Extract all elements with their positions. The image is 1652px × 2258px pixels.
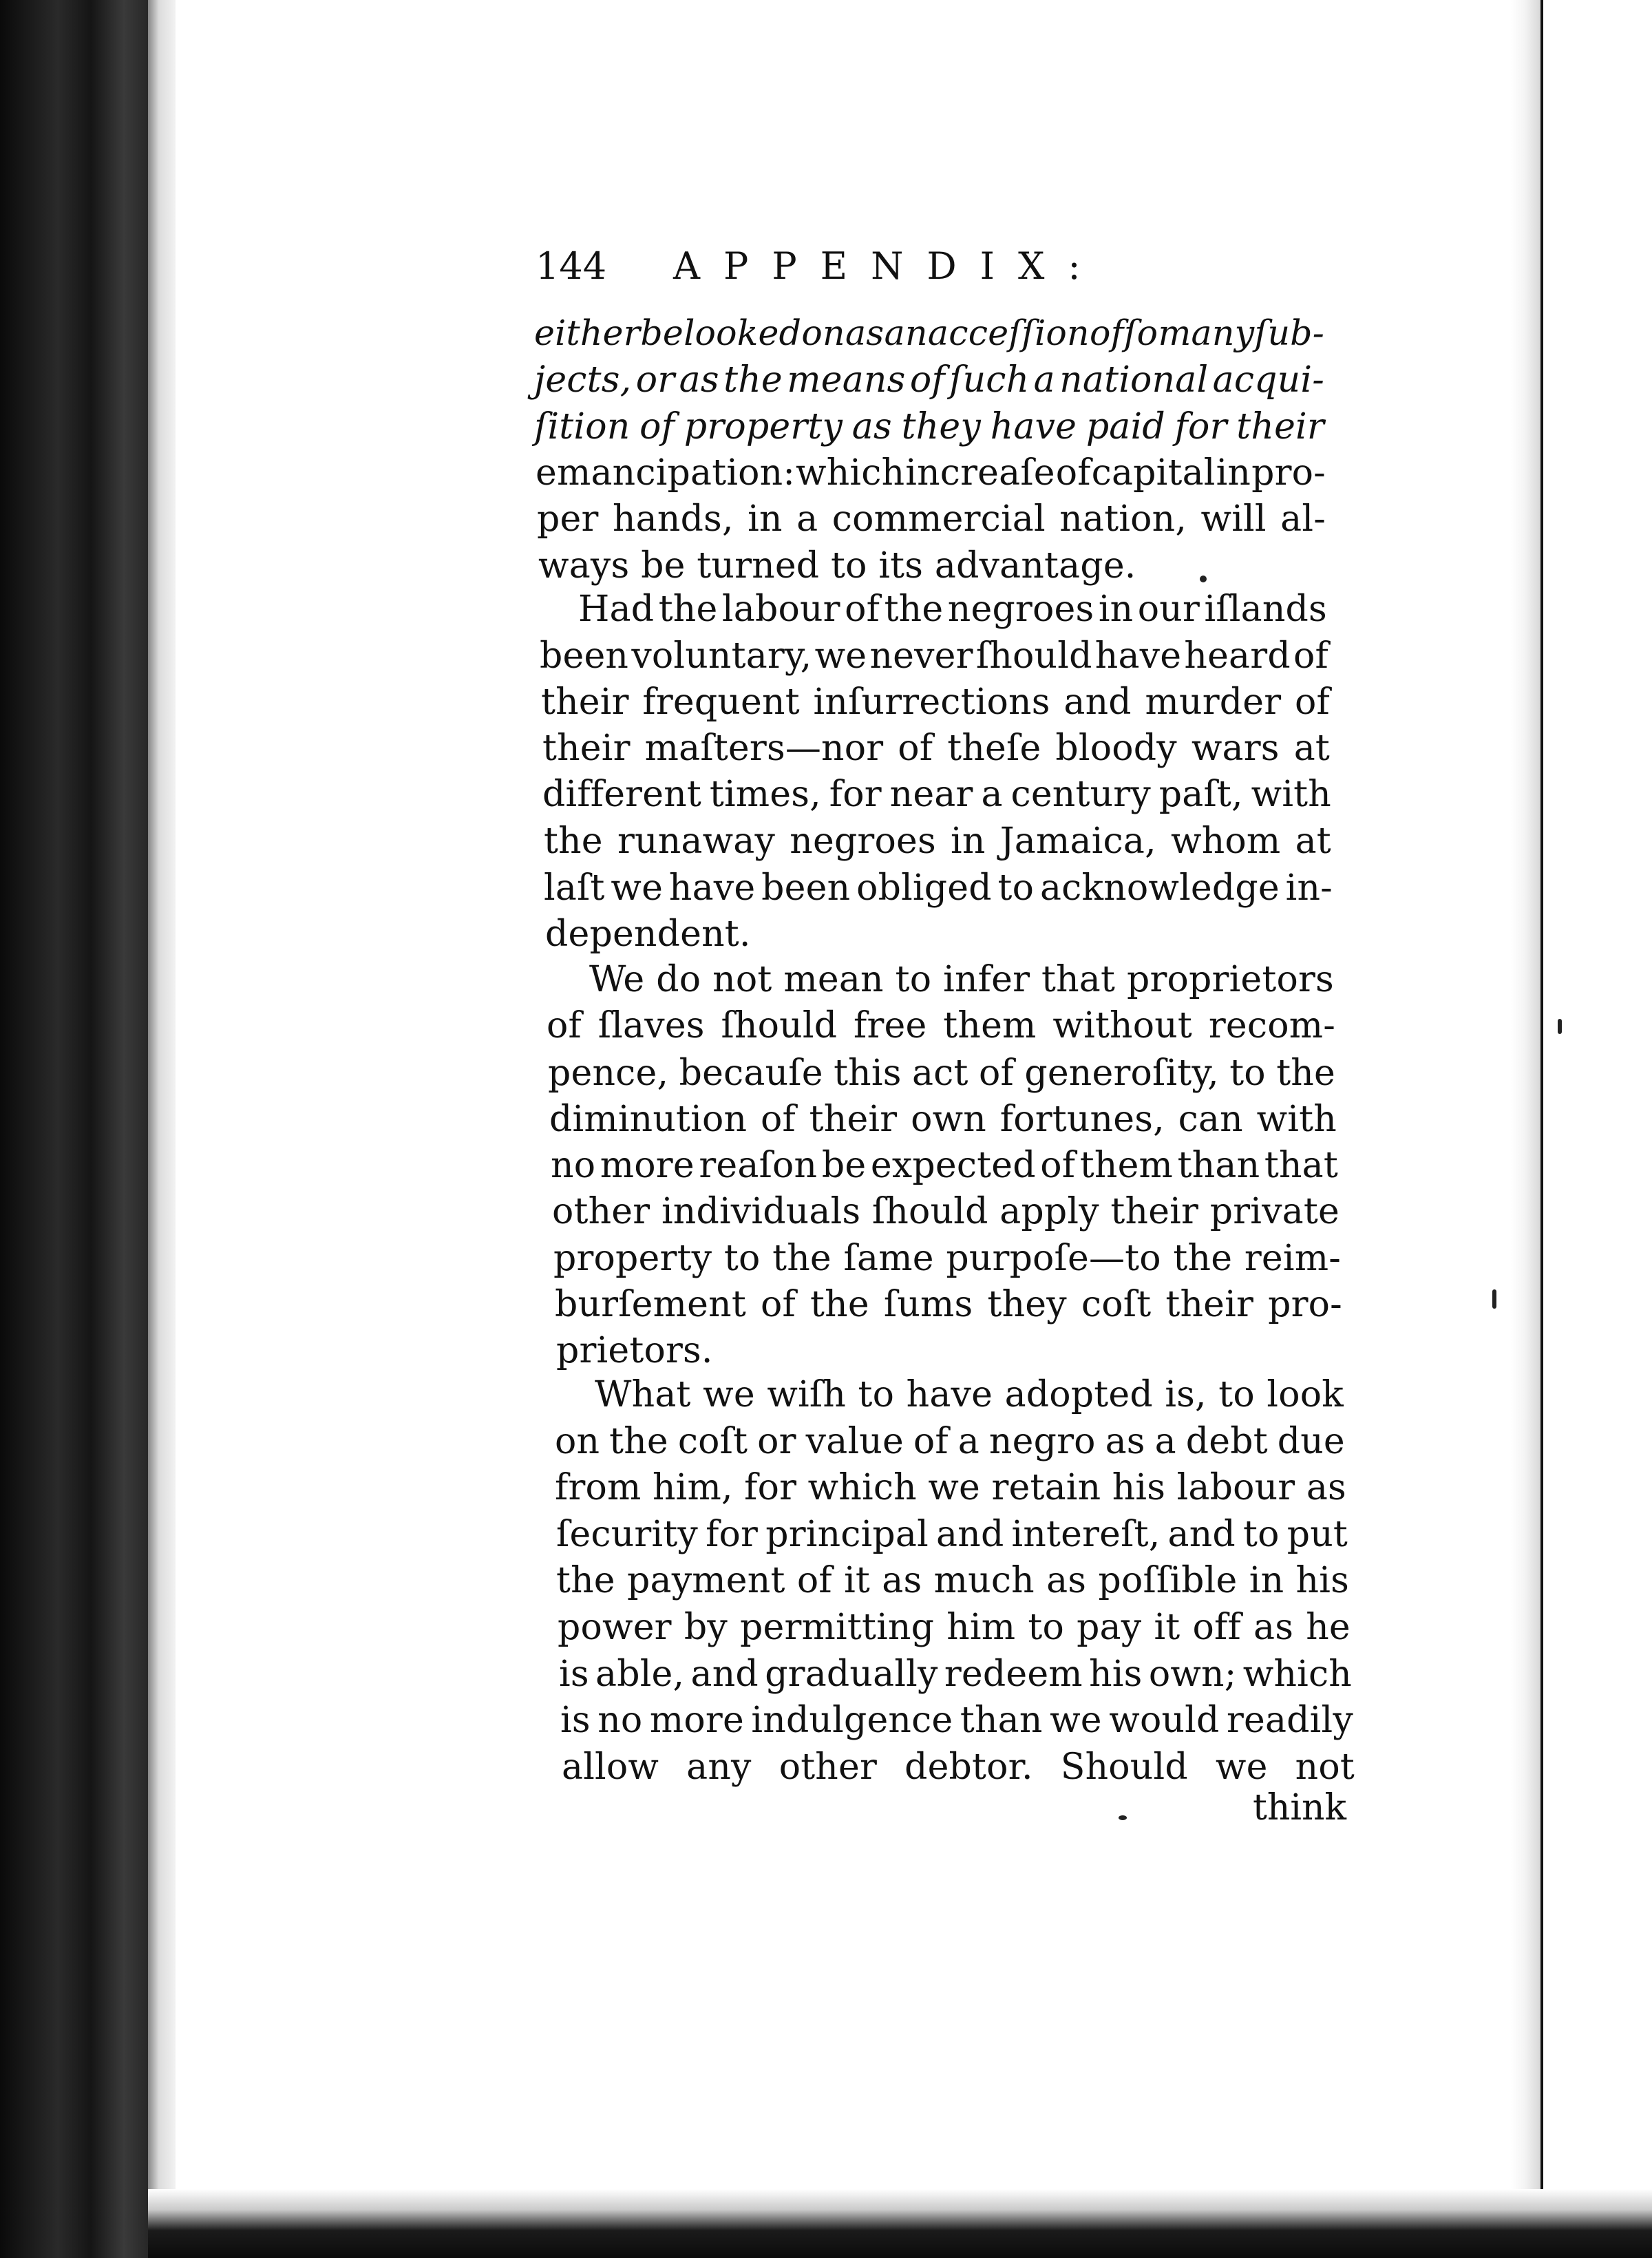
word: increaſe <box>905 452 1055 494</box>
word: to <box>1218 1374 1255 1415</box>
word: own; <box>1148 1654 1237 1695</box>
word: ſuch <box>949 359 1030 401</box>
word: debt <box>1185 1421 1268 1462</box>
word: intereſt, <box>1011 1514 1161 1555</box>
word: not <box>1295 1747 1355 1788</box>
text-line <box>556 1512 1348 1557</box>
word: the <box>1173 1238 1233 1279</box>
word: ſhould <box>975 635 1092 677</box>
word: pro- <box>1251 452 1326 494</box>
word: be <box>640 313 684 353</box>
word: bloody <box>1055 728 1177 769</box>
word: as <box>882 1560 922 1601</box>
word: different <box>542 774 702 815</box>
word: any <box>686 1747 752 1788</box>
word: this <box>834 1053 902 1094</box>
word: heard <box>1184 635 1291 677</box>
word: do <box>656 959 701 1000</box>
word: proprietors <box>1127 959 1334 1000</box>
word: individuals <box>661 1191 861 1232</box>
text-line <box>562 1745 1355 1789</box>
text-line <box>556 1559 1349 1603</box>
word: we <box>928 1467 980 1508</box>
word: the <box>544 821 603 862</box>
word: for <box>829 774 882 815</box>
word: by <box>684 1607 728 1648</box>
word: of <box>639 406 675 447</box>
word: recom- <box>1208 1005 1335 1046</box>
word: ſame <box>843 1238 934 1279</box>
word: not <box>712 959 772 1000</box>
word: with <box>1256 1099 1337 1140</box>
word: coſt <box>1081 1284 1152 1325</box>
word: negroes <box>947 589 1094 630</box>
word: capital <box>1091 452 1216 494</box>
word: their <box>1110 1191 1199 1232</box>
word: indulgence <box>751 1700 953 1741</box>
word: labour <box>721 589 840 630</box>
word: obliged <box>856 867 992 909</box>
text-line <box>536 451 1326 495</box>
word: their <box>809 1099 898 1140</box>
page-number: 144 <box>536 244 607 288</box>
word: we <box>611 867 664 909</box>
word: on <box>801 313 845 353</box>
word: reim- <box>1244 1238 1341 1279</box>
text-line <box>555 1283 1342 1327</box>
text-line <box>560 1698 1353 1742</box>
word: the <box>658 589 718 630</box>
word: coſt <box>677 1421 748 1462</box>
word: acknowledge <box>1039 867 1280 909</box>
word: we <box>703 1374 755 1415</box>
word: no <box>551 1145 596 1186</box>
word: nation, <box>1059 498 1187 540</box>
word: will <box>1200 498 1267 540</box>
word: in <box>748 498 783 540</box>
word: ſhould <box>871 1191 988 1232</box>
word: of <box>845 589 880 630</box>
word: many <box>1158 313 1255 353</box>
word: frequent <box>642 682 800 723</box>
word: to <box>1243 1514 1280 1555</box>
word: as <box>1306 1467 1346 1508</box>
word: apply <box>999 1191 1099 1232</box>
word: be <box>821 1145 867 1186</box>
ink-speck <box>1558 1019 1562 1034</box>
word: of <box>760 1099 796 1140</box>
word: mean <box>783 959 884 1000</box>
word: to <box>895 959 932 1000</box>
text-line: ways be turned to its advantage. <box>538 545 1136 587</box>
text-line <box>553 1236 1341 1280</box>
word: acceſſion <box>927 313 1090 353</box>
word: property <box>553 1238 712 1279</box>
word: as <box>679 359 719 401</box>
word: of <box>761 1284 796 1325</box>
word: other <box>779 1747 878 1788</box>
text-line <box>547 1004 1335 1048</box>
word: commercial <box>832 498 1046 540</box>
word: their <box>1165 1284 1254 1325</box>
word: their <box>1236 406 1324 447</box>
word: we <box>814 635 867 677</box>
word: can <box>1178 1099 1243 1140</box>
word: we <box>1050 1700 1102 1741</box>
text-line <box>559 1652 1352 1696</box>
word: for <box>744 1467 797 1508</box>
word: of <box>898 728 933 769</box>
word: and <box>936 1514 1004 1555</box>
word: and <box>1167 1514 1236 1555</box>
word: in <box>1216 452 1251 494</box>
word: voluntary, <box>631 635 812 677</box>
ink-speck <box>1119 1815 1127 1820</box>
word: his <box>1295 1560 1349 1601</box>
text-line <box>578 587 1327 631</box>
word: poſſible <box>1098 1560 1238 1601</box>
word: is <box>560 1700 591 1741</box>
word: iſlands <box>1204 589 1327 630</box>
word: of <box>1040 1145 1076 1186</box>
word: would <box>1109 1700 1220 1741</box>
word: maſters—nor <box>644 728 884 769</box>
word: in <box>1098 589 1134 630</box>
word: for <box>706 1514 759 1555</box>
word: property <box>684 406 843 447</box>
word: to <box>1229 1053 1266 1094</box>
text-line <box>542 726 1330 770</box>
word: ſub- <box>1254 313 1324 353</box>
word: national <box>1059 359 1209 401</box>
word: other <box>552 1191 650 1232</box>
word: he <box>1306 1607 1351 1648</box>
word: pence, <box>548 1053 669 1094</box>
word: Jamaica, <box>999 821 1156 862</box>
word: than <box>960 1700 1043 1741</box>
word: put <box>1286 1514 1348 1555</box>
word: generoſity, <box>1024 1053 1219 1094</box>
word: at <box>1293 728 1330 769</box>
word: the <box>772 1238 832 1279</box>
word: which <box>807 1467 917 1508</box>
word: or <box>635 359 675 401</box>
word: inſurrections <box>813 682 1050 723</box>
word: for <box>1174 406 1227 447</box>
word: of <box>1293 635 1328 677</box>
text-line: prietors. <box>556 1330 713 1371</box>
word: wiſh <box>767 1374 847 1415</box>
word: as <box>1046 1560 1087 1601</box>
word: a <box>1154 1421 1176 1462</box>
ink-speck <box>1200 576 1207 582</box>
word: either <box>534 313 641 353</box>
word: without <box>1052 1005 1193 1046</box>
text-line <box>537 497 1326 541</box>
word: of <box>796 1560 832 1601</box>
word: a <box>981 774 1003 815</box>
text-line <box>555 1466 1346 1510</box>
text-line <box>551 1143 1338 1188</box>
word: or <box>757 1421 796 1462</box>
word: the <box>1276 1053 1335 1094</box>
running-head <box>536 242 1224 291</box>
word: act <box>911 1053 968 1094</box>
word: private <box>1209 1191 1339 1232</box>
word: them <box>943 1005 1037 1046</box>
word: fortunes, <box>999 1099 1165 1140</box>
word: al- <box>1280 498 1326 540</box>
word: our <box>1137 589 1200 630</box>
word: they <box>901 406 981 447</box>
section-title: APPENDIX: <box>673 244 1104 288</box>
word: to <box>723 1238 761 1279</box>
word: as <box>1253 1607 1294 1648</box>
word: acqui- <box>1212 359 1324 401</box>
word: negroes <box>790 821 936 862</box>
word: an <box>884 313 928 353</box>
word: which <box>1242 1654 1352 1695</box>
word: their <box>542 728 631 769</box>
word: it <box>1154 1607 1180 1648</box>
word: negro <box>988 1421 1096 1462</box>
word: of <box>909 359 945 401</box>
word: value <box>805 1421 904 1462</box>
word: near <box>889 774 973 815</box>
word: have <box>668 867 756 909</box>
word: pay <box>1077 1607 1142 1648</box>
word: from <box>555 1467 642 1508</box>
text-line <box>595 1373 1344 1417</box>
word: Had <box>578 589 655 630</box>
word: on <box>555 1421 600 1462</box>
word: allow <box>562 1747 659 1788</box>
text-line <box>589 958 1334 1002</box>
word: burſement <box>555 1284 746 1325</box>
word: of <box>1295 682 1330 723</box>
text-line <box>542 772 1331 816</box>
word: that <box>1264 1145 1338 1186</box>
word: able, <box>595 1654 685 1695</box>
word: in- <box>1285 867 1333 909</box>
word: a <box>957 1421 979 1462</box>
word: off <box>1192 1607 1241 1648</box>
word: as <box>845 313 885 353</box>
word: infer <box>943 959 1030 1000</box>
word: at <box>1295 821 1331 862</box>
word: which <box>796 452 905 494</box>
word: wars <box>1191 728 1280 769</box>
next-page-sliver <box>1540 0 1652 2258</box>
word: with <box>1251 774 1331 815</box>
word: of <box>913 1421 949 1462</box>
word: him <box>946 1607 1016 1648</box>
word: more <box>649 1700 744 1741</box>
bottom-page-edge <box>148 2189 1652 2258</box>
word: his <box>1089 1654 1143 1695</box>
text-line <box>544 866 1333 910</box>
word: and <box>690 1654 759 1695</box>
catchword: think <box>1253 1787 1347 1828</box>
word: paſt, <box>1158 774 1243 815</box>
text-line <box>549 1097 1337 1141</box>
word: a <box>796 498 818 540</box>
word: to <box>858 1374 895 1415</box>
word: redeem <box>944 1654 1083 1695</box>
word: runaway <box>617 821 776 862</box>
word: purpoſe—to <box>946 1238 1161 1279</box>
word: ſhould <box>721 1005 838 1046</box>
word: labour <box>1176 1467 1295 1508</box>
word: adopted <box>1004 1374 1153 1415</box>
word: have <box>906 1374 993 1415</box>
book-binding <box>0 0 165 2258</box>
word: look <box>1267 1374 1344 1415</box>
word: have <box>990 406 1077 447</box>
word: ſecurity <box>556 1514 698 1555</box>
word: permitting <box>740 1607 935 1648</box>
word: laſt <box>544 867 605 909</box>
word: in <box>1249 1560 1284 1601</box>
word: pro- <box>1268 1284 1342 1325</box>
word: his <box>1112 1467 1166 1508</box>
word: debtor. <box>904 1747 1033 1788</box>
word: the <box>884 589 944 630</box>
text-line <box>548 1051 1335 1095</box>
word: been <box>761 867 851 909</box>
word: the <box>723 359 783 401</box>
word: as <box>1105 1421 1145 1462</box>
word: to <box>997 867 1035 909</box>
word: gradually <box>765 1654 938 1695</box>
text-line <box>534 405 1324 449</box>
word: power <box>558 1607 672 1648</box>
left-page-edge <box>148 0 176 2258</box>
word: looked <box>684 313 802 353</box>
word: century <box>1010 774 1151 815</box>
text-line <box>540 634 1328 678</box>
word: readily <box>1226 1700 1353 1741</box>
ink-speck <box>1492 1289 1496 1309</box>
word: that <box>1041 959 1116 1000</box>
word: the <box>810 1284 869 1325</box>
word: a <box>1033 359 1055 401</box>
word: their <box>541 682 629 723</box>
word: per <box>537 498 599 540</box>
word: ſlaves <box>597 1005 705 1046</box>
word: theſe <box>947 728 1041 769</box>
word: they <box>987 1284 1067 1325</box>
word: Should <box>1060 1747 1188 1788</box>
word: as <box>851 406 892 447</box>
word: of <box>547 1005 582 1046</box>
text-line <box>544 819 1331 863</box>
word: ſition <box>534 406 631 447</box>
word: times, <box>709 774 821 815</box>
word: means <box>787 359 906 401</box>
word: it <box>844 1560 870 1601</box>
word: to <box>1028 1607 1064 1648</box>
word: and <box>1063 682 1132 723</box>
word: expected <box>870 1145 1036 1186</box>
word: whom <box>1171 821 1281 862</box>
word: much <box>933 1560 1035 1601</box>
text-line: dependent. <box>545 914 751 955</box>
word: ſo <box>1123 313 1158 353</box>
word: own <box>911 1099 986 1140</box>
word: been <box>540 635 629 677</box>
word: have <box>1094 635 1182 677</box>
word: in <box>951 821 986 862</box>
word: We <box>589 959 645 1000</box>
word: we <box>1215 1747 1268 1788</box>
word: reaſon <box>699 1145 818 1186</box>
word: than <box>1177 1145 1260 1186</box>
word: him, <box>652 1467 733 1508</box>
word: What <box>595 1374 691 1415</box>
word: no <box>597 1700 643 1741</box>
word: due <box>1277 1421 1345 1462</box>
word: more <box>600 1145 695 1186</box>
word: of <box>1089 313 1124 353</box>
text-line <box>558 1605 1351 1649</box>
word: payment <box>627 1560 785 1601</box>
word: hands, <box>612 498 734 540</box>
word: diminution <box>549 1099 748 1140</box>
word: never <box>869 635 973 677</box>
word: ſums <box>883 1284 973 1325</box>
text-line <box>534 311 1324 355</box>
text-line <box>555 1420 1345 1464</box>
word: the <box>556 1560 615 1601</box>
word: paid <box>1086 406 1165 447</box>
word: jects, <box>534 359 632 401</box>
word: free <box>854 1005 927 1046</box>
word: them <box>1079 1145 1174 1186</box>
text-line <box>534 358 1324 402</box>
word: retain <box>991 1467 1101 1508</box>
word: emancipation: <box>536 452 796 494</box>
word: is <box>559 1654 589 1695</box>
word: is, <box>1165 1374 1207 1415</box>
word: becauſe <box>679 1053 823 1094</box>
word: murder <box>1145 682 1282 723</box>
word: the <box>609 1421 668 1462</box>
text-line <box>541 680 1330 724</box>
word: of <box>979 1053 1014 1094</box>
word: of <box>1055 452 1091 494</box>
word: principal <box>765 1514 929 1555</box>
text-line <box>552 1190 1339 1234</box>
